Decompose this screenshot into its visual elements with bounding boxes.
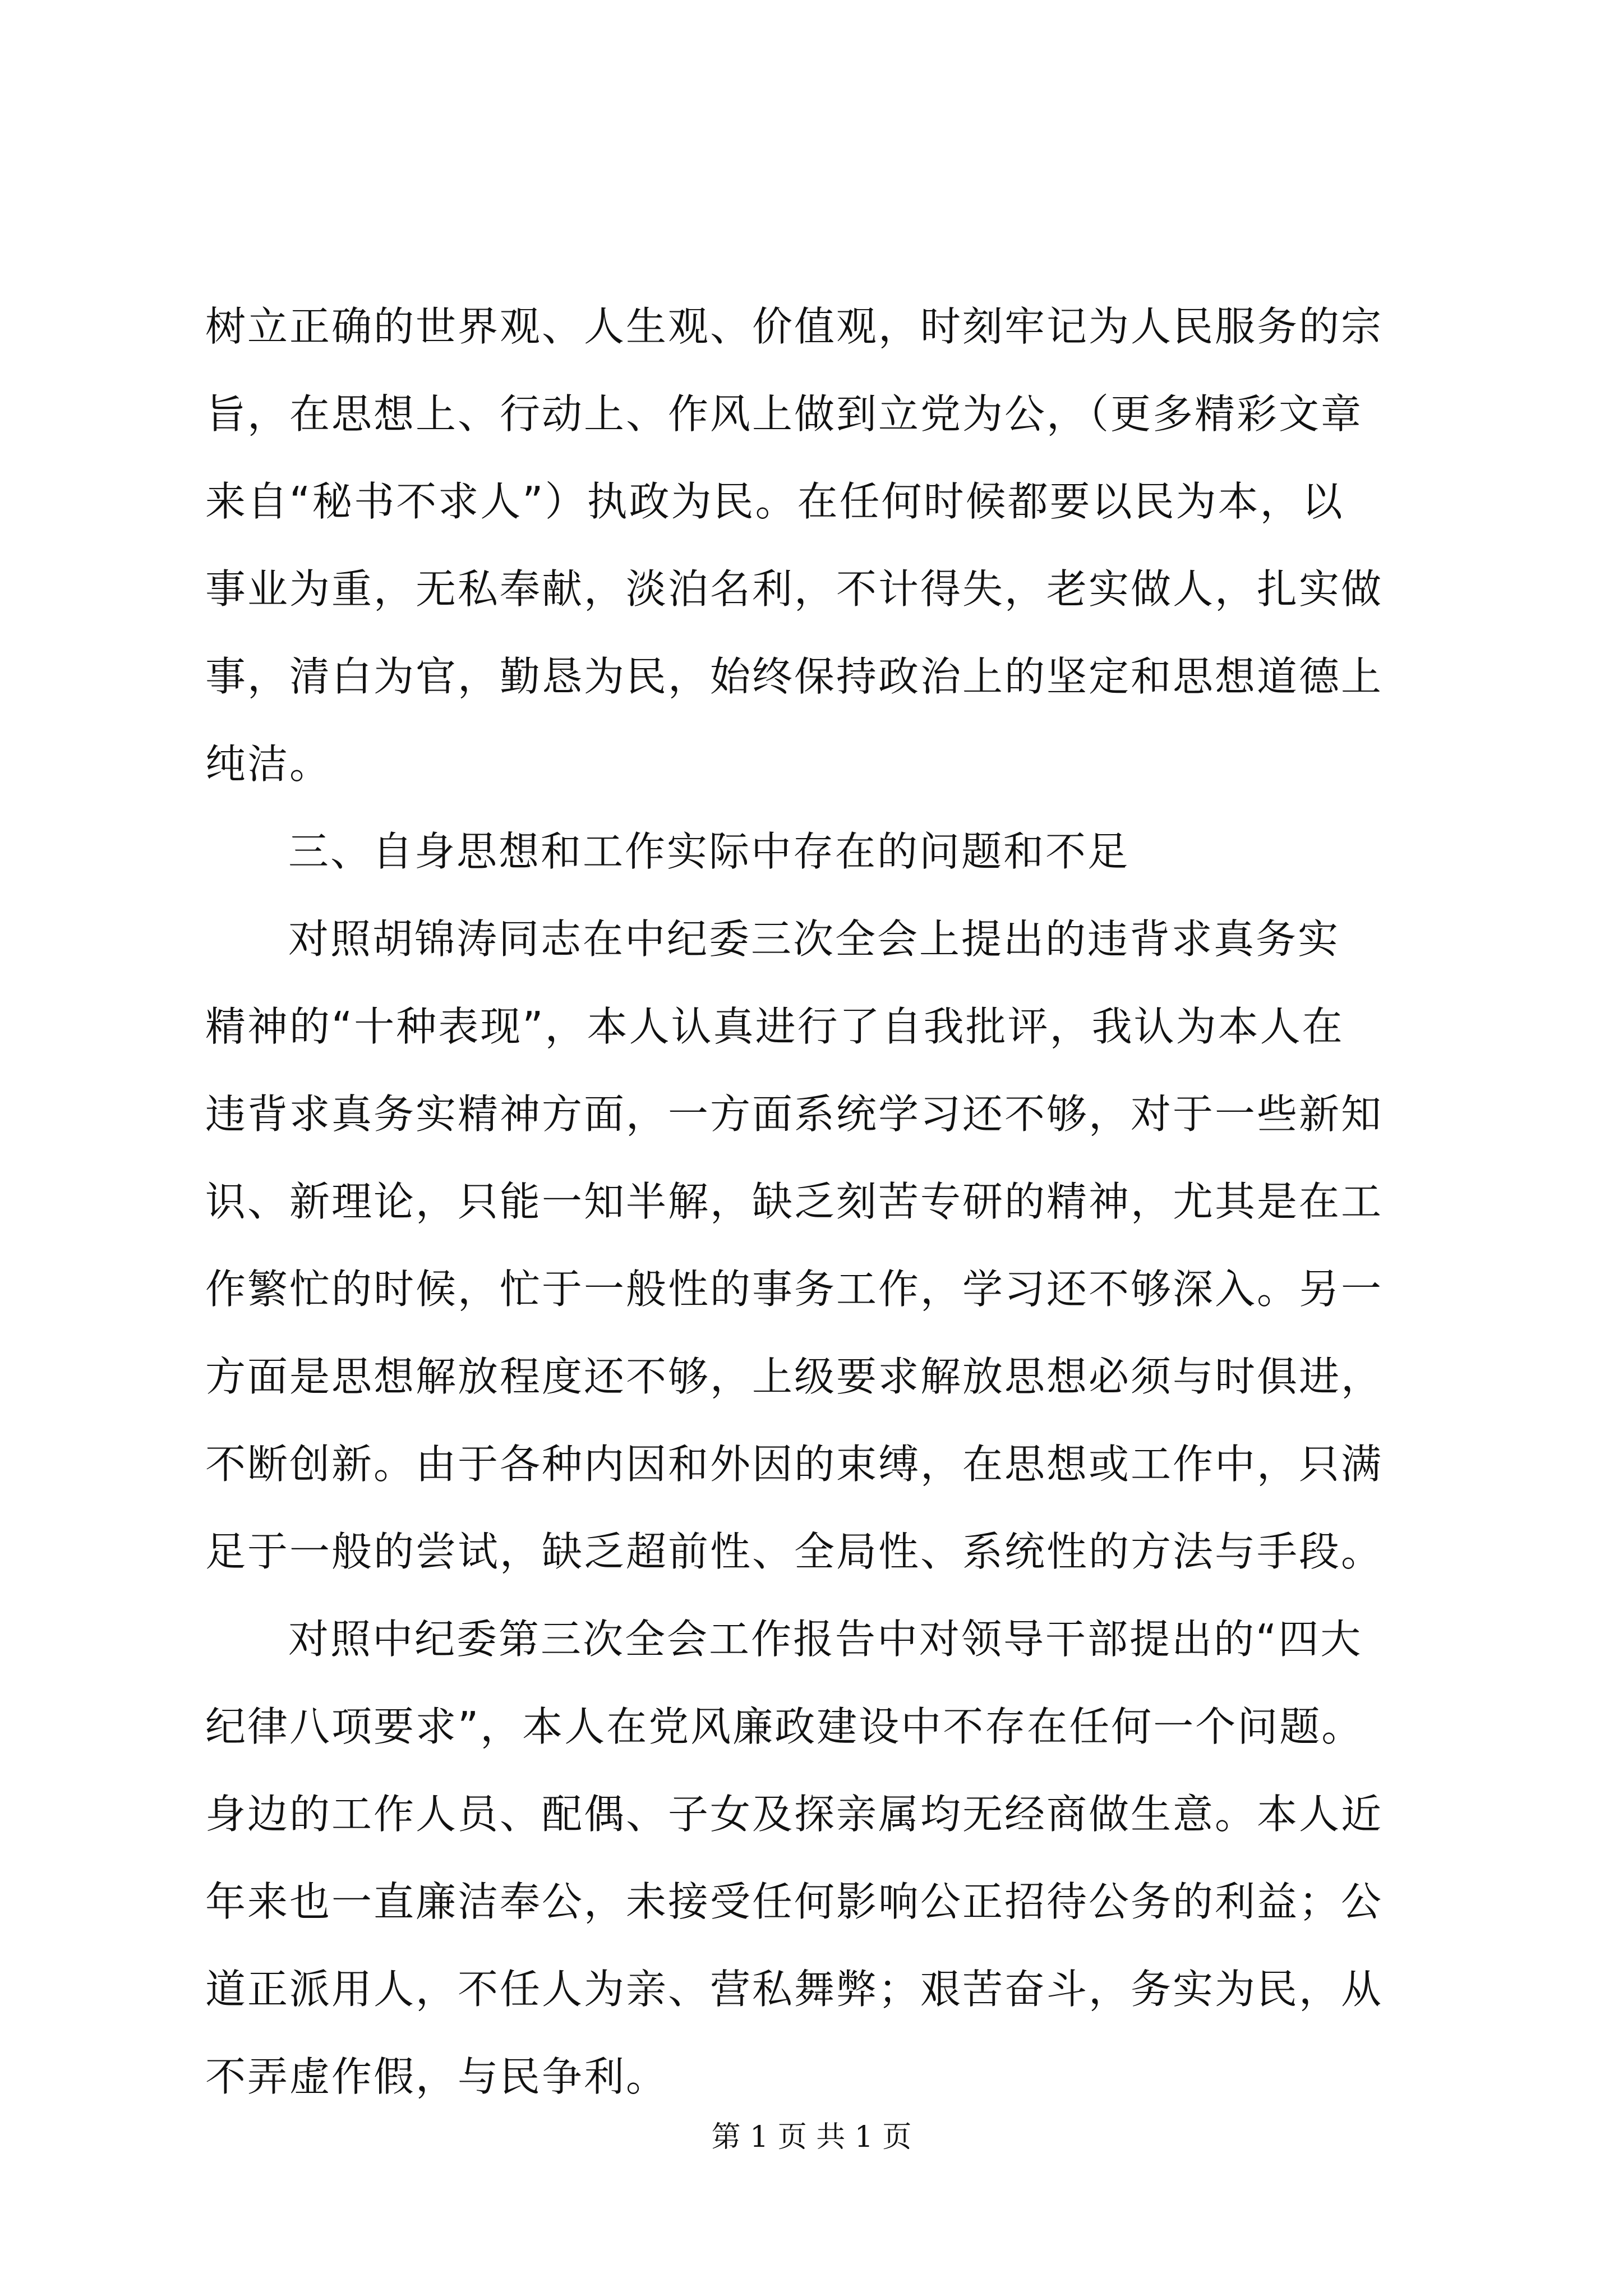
text-line: 身边的工作人员、配偶、子女及探亲属均无经商做生意。本人近 bbox=[205, 1791, 1384, 1838]
text-line: 事业为重，无私奉献，淡泊名利，不计得失，老实做人，扎实做 bbox=[205, 565, 1384, 613]
text-line: 精神的“十种表现”，本人认真进行了自我批评，我认为本人在 bbox=[205, 1003, 1344, 1050]
page-footer: 第 1 页 共 1 页 bbox=[711, 2120, 912, 2154]
text-line: 事，清白为官，勤恳为民，始终保持政治上的坚定和思想道德上 bbox=[205, 653, 1384, 700]
text-line: 足于一般的尝试，缺乏超前性、全局性、系统性的方法与手段。 bbox=[205, 1528, 1384, 1575]
text-line: 违背求真务实精神方面，一方面系统学习还不够，对于一些新知 bbox=[205, 1091, 1384, 1138]
text-line: 不弄虚作假，与民争利。 bbox=[205, 2053, 668, 2100]
section-heading: 三、自身思想和工作实际中存在的问题和不足 bbox=[288, 828, 1130, 875]
text-line: 年来也一直廉洁奉公，未接受任何影响公正招待公务的利益；公 bbox=[205, 1878, 1384, 1925]
paragraph-start-line: 对照中纪委第三次全会工作报告中对领导干部提出的“四大 bbox=[288, 1616, 1363, 1663]
text-line: 纪律八项要求”，本人在党风廉政建设中不存在任何一个问题。 bbox=[205, 1703, 1364, 1750]
text-line: 旨，在思想上、行动上、作风上做到立党为公，（更多精彩文章 bbox=[205, 390, 1363, 438]
paragraph-start-line: 对照胡锦涛同志在中纪委三次全会上提出的违背求真务实 bbox=[288, 915, 1340, 963]
text-line: 识、新理论，只能一知半解，缺乏刻苦专研的精神，尤其是在工 bbox=[205, 1178, 1384, 1225]
text-line: 作繁忙的时候，忙于一般性的事务工作，学习还不够深入。另一 bbox=[205, 1266, 1384, 1313]
text-line: 道正派用人，不任人为亲、营私舞弊；艰苦奋斗，务实为民，从 bbox=[205, 1966, 1384, 2013]
text-line: 不断创新。由于各种内因和外因的束缚，在思想或工作中，只满 bbox=[205, 1441, 1384, 1488]
document-body bbox=[205, 298, 1417, 2136]
text-line: 来自“秘书不求人”）执政为民。在任何时候都要以民为本，以 bbox=[205, 478, 1344, 525]
text-line: 方面是思想解放程度还不够，上级要求解放思想必须与时俱进， bbox=[205, 1353, 1384, 1400]
text-line: 树立正确的世界观、人生观、价值观，时刻牢记为人民服务的宗 bbox=[205, 303, 1384, 350]
text-line: 纯洁。 bbox=[205, 740, 332, 788]
